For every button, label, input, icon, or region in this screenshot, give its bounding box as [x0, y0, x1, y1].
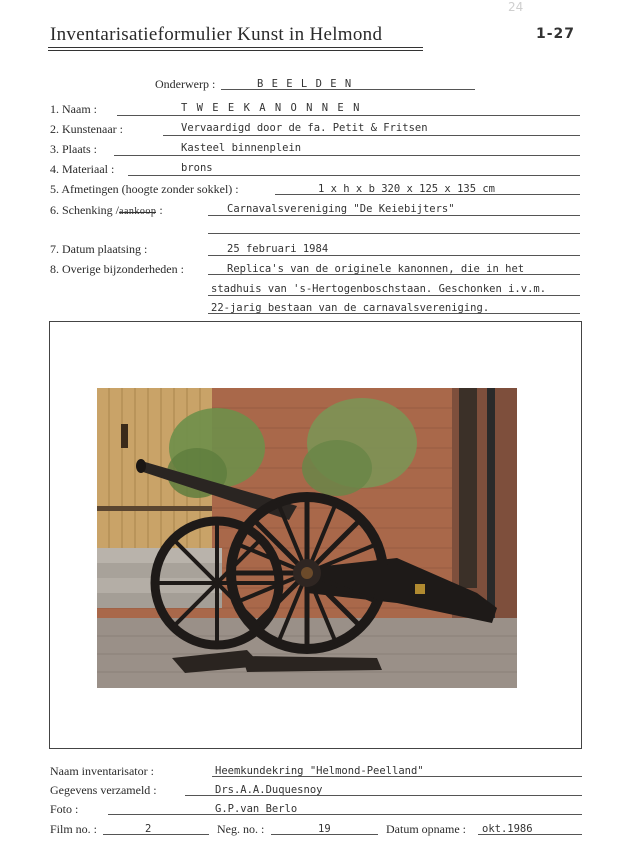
field-schenking-value: Carnavalsvereniging "De Keiebijters" — [227, 203, 455, 215]
subject-label: Onderwerp : — [155, 77, 216, 91]
footer-neg-label: Neg. no. : — [217, 822, 265, 836]
footer-film-rule — [103, 834, 209, 835]
subject-value: B E E L D E N — [257, 78, 353, 90]
field-naam-label: 1. Naam : — [50, 102, 97, 116]
field-naam-value: T W E E K A N O N N E N — [181, 102, 361, 114]
subject-rule — [221, 89, 475, 90]
field-naam-rule — [117, 115, 580, 116]
footer-foto-value: G.P.van Berlo — [215, 803, 298, 815]
field-materiaal-value: brons — [181, 162, 213, 174]
field-materiaal-rule — [128, 175, 580, 176]
footer-film-label: Film no. : — [50, 822, 98, 836]
form-title: Inventarisatieformulier Kunst in Helmond — [50, 24, 383, 45]
field-schenking-label-suffix: : — [156, 203, 163, 217]
footer-datum-rule — [478, 834, 582, 835]
cannon-photo-illustration — [97, 388, 517, 688]
title-underline-second — [48, 50, 423, 51]
footer-inventarisator-rule — [212, 776, 582, 777]
footer-neg-value: 19 — [318, 823, 331, 835]
footer-gegevens-rule — [185, 795, 582, 796]
field-plaats-rule — [114, 155, 580, 156]
footer-datum-value: okt.1986 — [482, 823, 533, 835]
footer-neg-rule — [271, 834, 378, 835]
field-afmetingen-rule — [275, 194, 580, 195]
field-plaats-label: 3. Plaats : — [50, 142, 97, 156]
field-datum-plaatsing-rule — [208, 255, 580, 256]
field-schenking-extra-rule — [208, 233, 580, 234]
footer-foto-rule — [108, 814, 582, 815]
field-overige-rule-1 — [208, 274, 580, 275]
field-overige-rule-3 — [208, 313, 580, 314]
field-overige-label: 8. Overige bijzonderheden : — [50, 262, 184, 276]
field-overige-line-2: stadhuis van 's-Hertogenboschstaan. Geschonken i.v.m. — [211, 283, 547, 295]
footer-inventarisator-value: Heemkundekring "Helmond-Peelland" — [215, 765, 424, 777]
field-plaats-value: Kasteel binnenplein — [181, 142, 302, 154]
field-overige-rule-2 — [208, 295, 580, 296]
footer-foto-label: Foto : — [50, 802, 79, 816]
field-schenking-label-prefix: 6. Schenking / — [50, 203, 119, 217]
footer-gegevens-value: Drs.A.A.Duquesnoy — [215, 784, 323, 796]
struck-aankoop: aankoop — [119, 206, 157, 217]
handwritten-number: 1-27 — [536, 26, 576, 42]
field-schenking-rule — [208, 215, 580, 216]
footer-datum-label: Datum opname : — [386, 822, 466, 836]
field-datum-plaatsing-value: 25 februari 1984 — [227, 243, 329, 255]
field-overige-line-3: 22-jarig bestaan van de carnavalsvereniging. — [211, 302, 490, 314]
field-kunstenaar-rule — [163, 135, 580, 136]
field-overige-line-1: Replica's van de originele kanonnen, die in het — [227, 263, 525, 275]
field-datum-plaatsing-label: 7. Datum plaatsing : — [50, 242, 148, 256]
field-kunstenaar-label: 2. Kunstenaar : — [50, 122, 123, 136]
title-underline — [48, 47, 423, 48]
footer-gegevens-label: Gegevens verzameld : — [50, 783, 157, 797]
field-kunstenaar-value: Vervaardigd door de fa. Petit & Fritsen — [181, 122, 428, 134]
field-afmetingen-label: 5. Afmetingen (hoogte zonder sokkel) : — [50, 182, 239, 196]
cannon-photo — [97, 388, 517, 688]
field-afmetingen-value: 1 x h x b 320 x 125 x 135 cm — [318, 183, 496, 195]
field-materiaal-label: 4. Materiaal : — [50, 162, 115, 176]
faint-page-mark: 24 — [508, 0, 524, 14]
footer-inventarisator-label: Naam inventarisator : — [50, 764, 154, 778]
field-schenking-label — [50, 203, 163, 218]
footer-film-value: 2 — [145, 823, 152, 835]
